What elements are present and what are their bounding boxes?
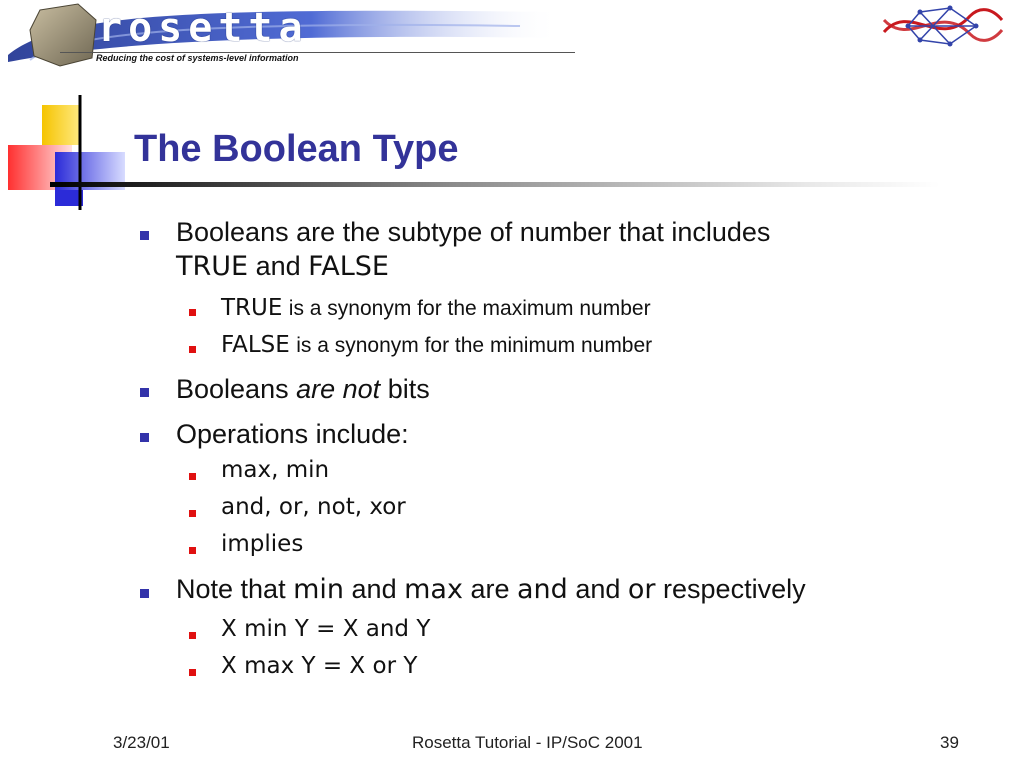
- footer-title: Rosetta Tutorial - IP/SoC 2001: [412, 733, 643, 752]
- sub-bullet-marker: [189, 346, 196, 353]
- sub-bullet-text: max, min: [221, 457, 330, 483]
- word-and: and: [255, 251, 301, 281]
- sub-bullet-text: implies: [221, 531, 304, 557]
- bullet-marker: [140, 589, 149, 598]
- sub-bullet-desc: is a synonym for the maximum number: [288, 297, 651, 320]
- sub-bullet-marker: [189, 669, 196, 676]
- logo-wordmark: rosetta: [98, 5, 309, 51]
- text-part: bits: [387, 374, 430, 404]
- tagline: Reducing the cost of systems-level information: [96, 53, 299, 63]
- emphasis-text: are not: [296, 374, 381, 404]
- text-part: and: [575, 574, 621, 604]
- text-part: are: [470, 574, 510, 604]
- sub-bullet-marker: [189, 309, 196, 316]
- text-part: Note that: [176, 574, 286, 604]
- text-part: Booleans: [176, 374, 289, 404]
- page-number: 39: [940, 733, 959, 752]
- keyword-true: TRUE: [221, 295, 283, 321]
- keyword-and: and: [517, 574, 568, 605]
- bullet-text-continued: [176, 251, 389, 282]
- sub-bullet-text: [221, 294, 651, 321]
- sub-bullet-text: X min Y = X and Y: [221, 616, 431, 642]
- keyword-false: FALSE: [221, 332, 290, 358]
- sub-bullet-marker: [189, 632, 196, 639]
- sub-bullet-text: [221, 331, 652, 358]
- text-part: and: [351, 574, 397, 604]
- bullet-text: Booleans are the subtype of number that includes: [176, 217, 771, 247]
- bullet-marker: [140, 433, 149, 442]
- bullet-text: [176, 574, 806, 605]
- footer-date: 3/23/01: [113, 733, 170, 752]
- sub-bullet-marker: [189, 473, 196, 480]
- sub-bullet-desc: is a synonym for the minimum number: [296, 334, 653, 357]
- bullet-marker: [140, 388, 149, 397]
- sub-bullet-text: X max Y = X or Y: [221, 653, 418, 679]
- keyword-false: FALSE: [308, 251, 389, 282]
- sub-bullet-marker: [189, 547, 196, 554]
- sub-bullet-text: and, or, not, xor: [221, 494, 406, 520]
- sub-bullet-marker: [189, 510, 196, 517]
- bullet-marker: [140, 231, 149, 240]
- keyword-min: min: [293, 574, 345, 605]
- bullet-text: Operations include:: [176, 419, 409, 449]
- slide-title: The Boolean Type: [134, 128, 459, 170]
- keyword-max: max: [404, 574, 463, 605]
- bullet-text: [176, 374, 430, 405]
- keyword-or: or: [627, 574, 656, 605]
- text-part: respectively: [663, 574, 806, 604]
- keyword-true: TRUE: [176, 251, 249, 282]
